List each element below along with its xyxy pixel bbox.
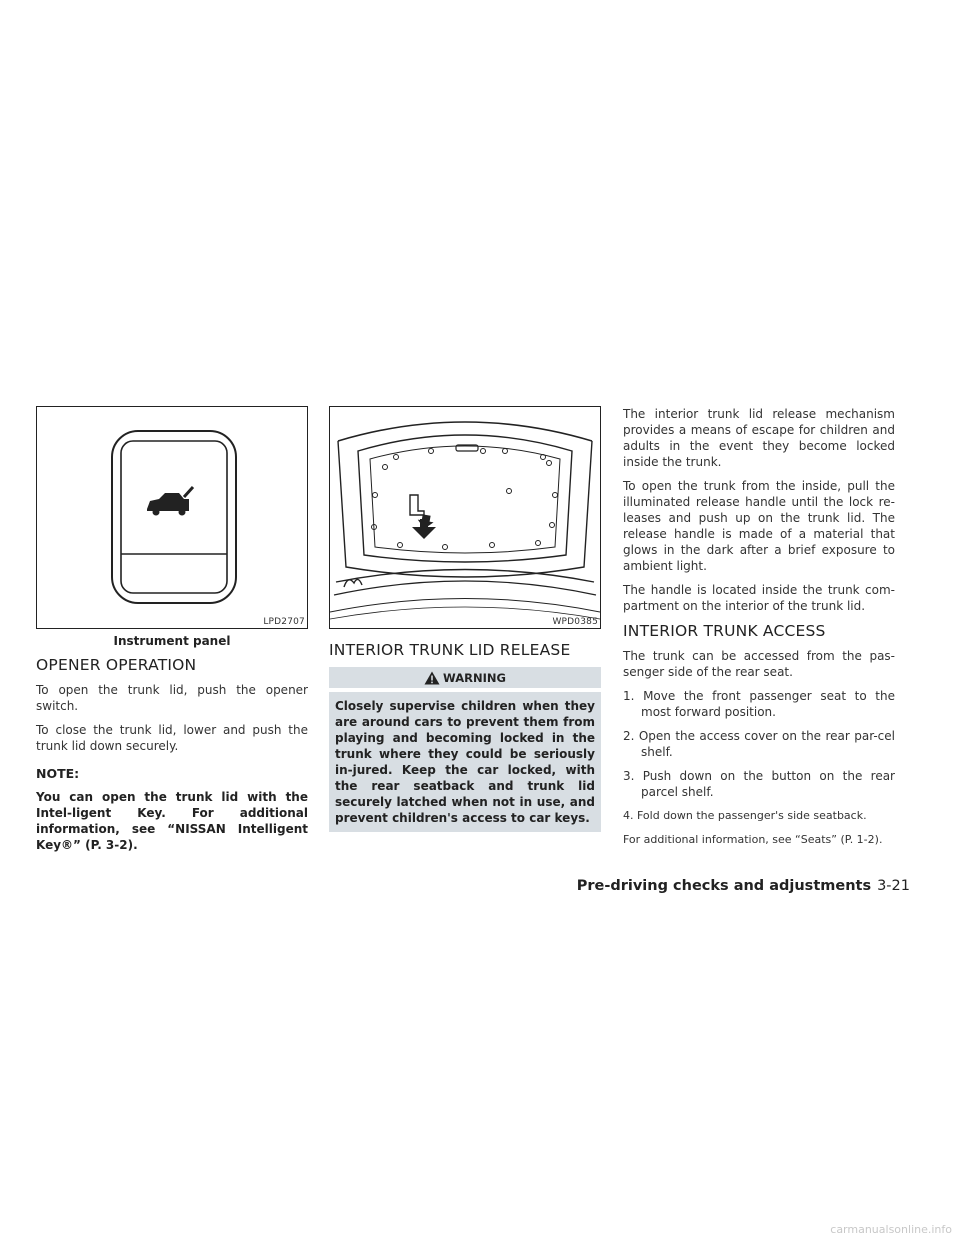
paragraph: The interior trunk lid release mechanism provides a means of escape for children and adults in the event they become locked inside the trunk. (623, 407, 895, 469)
steps-list (623, 688, 895, 824)
warning-triangle-icon (424, 671, 440, 685)
section-heading-interior-trunk-access: INTERIOR TRUNK ACCESS (623, 622, 826, 640)
page-footer (577, 878, 910, 894)
watermark: carmanualsonline.info (830, 1223, 952, 1236)
paragraph: To close the trunk lid, lower and push the trunk lid down securely. (36, 723, 308, 753)
paragraph: The trunk can be accessed from the pas-senger side of the rear seat. (623, 649, 895, 679)
warning-text: Closely supervise children when they are around cars to prevent them from playing and becoming locked in the trunk where they could be seriously in-jured. Keep the car locked, with the rear seatback and trunk lid securely latched when not in use, and prevent children's access to car keys. (329, 692, 601, 832)
down-arrow-icon (412, 514, 436, 539)
paragraph: For additional information, see “Seats” (P. 1-2). (623, 833, 883, 846)
warning-header (329, 667, 601, 688)
trunk-opener-switch-illustration (37, 407, 307, 628)
paragraph: The handle is located inside the trunk com-partment on the interior of the trunk lid. (623, 583, 895, 613)
figure-instrument-panel (36, 406, 308, 629)
paragraph: To open the trunk lid, push the opener switch. (36, 683, 308, 713)
list-item: 2. Open the access cover on the rear par-cel shelf. (623, 729, 895, 759)
note-body: You can open the trunk lid with the Intel-ligent Key. For additional information, see “NISSAN Intelligent Key®” (P. 3-2). (36, 790, 308, 852)
section-heading-opener-operation: OPENER OPERATION (36, 656, 197, 674)
column-middle (329, 406, 601, 832)
warning-label: WARNING (443, 670, 506, 685)
figure-caption: Instrument panel (113, 634, 231, 648)
column-right (623, 406, 895, 856)
list-item: 1. Move the front passenger seat to the most forward position. (623, 689, 895, 719)
list-item: 4. Fold down the passenger's side seatback. (623, 809, 867, 822)
figure-trunk-lid-interior (329, 406, 601, 629)
footer-section-title: Pre-driving checks and adjustments (576, 878, 872, 894)
column-left (36, 406, 308, 853)
list-item: 3. Push down on the button on the rear parcel shelf. (623, 769, 895, 799)
figure-code: LPD2707 (263, 617, 305, 627)
trunk-open-icon (147, 487, 193, 516)
note-title: NOTE: (36, 766, 80, 781)
trunk-lid-interior-illustration (330, 407, 600, 628)
page-number: 3-21 (877, 878, 910, 894)
section-heading-interior-trunk-lid-release: INTERIOR TRUNK LID RELEASE (329, 641, 571, 659)
paragraph: To open the trunk from the inside, pull the illuminated release handle until the lock re-leases and push up on the trunk lid. The release handle is made of a material that glows in the dark after a brief exposure to ambient light. (623, 479, 895, 573)
figure-code: WPD0385 (552, 617, 598, 627)
